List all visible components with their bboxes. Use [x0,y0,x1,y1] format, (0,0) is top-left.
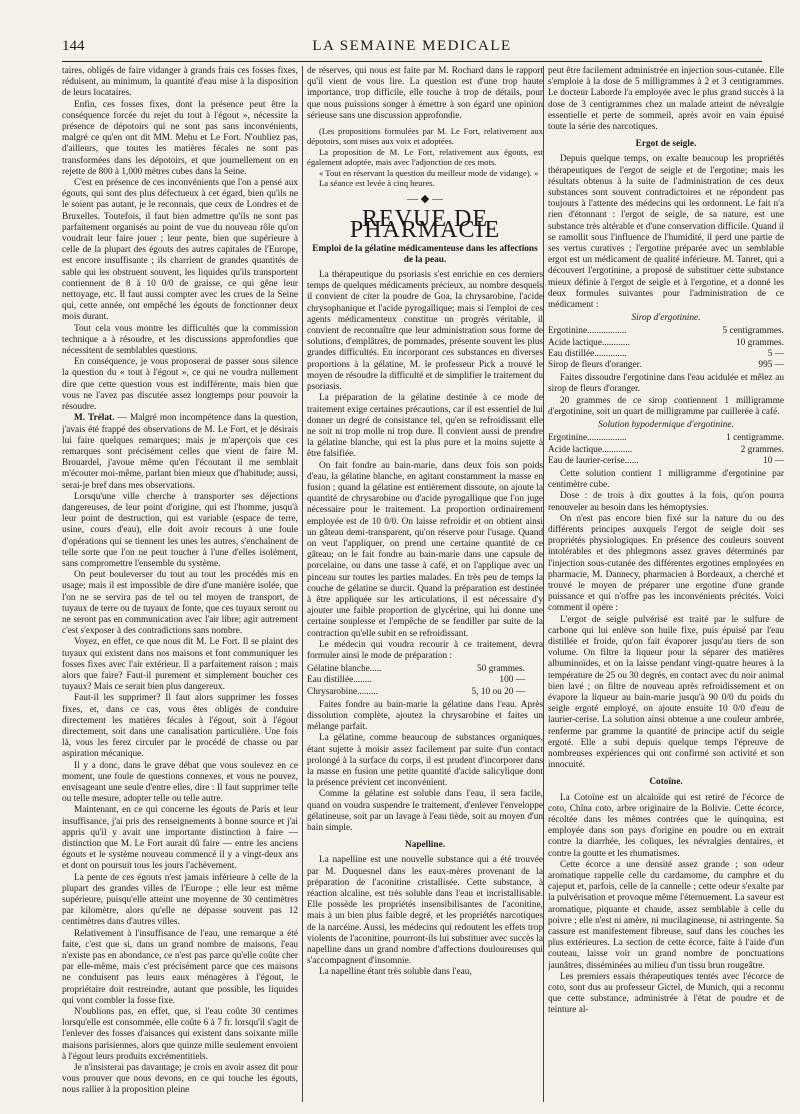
formula-sirop [548,326,784,371]
paragraph: La préparation de la gélatine destinée à ce mode de traitement exige certaines précautions, car il est essentiel de lui donner un degré de consistance tel, qu'en se refroidissant elle ne soit ni trop molle ni trop dure. Il convient aussi de prendre la gélatine blanche, qui est la plus pure et la moins sujette à être falsifiée. [307,393,543,460]
paragraph: C'est en présence de ces inconvénients que l'on a pensé aux égouts, qui sont des plus défectueux à cet égard, bien qu'ils ne le soient pas autant, je le reconnais, que ceux de Londres et de Bruxelles. Toutefois, il faut bien admettre qu'ils ne sont pas parfaitement organisés au point de vue du nouveau rôle qu'on voudrait leur faire jouer ; leur pente, bien que supérieure à celle de la plupart des égouts des autres capitales de l'Europe, est encore insuffisante ; ils charrient de grandes quantités de sable qui les obstruent souvent, les liquides qu'ils transportent contiennent de 8 à 10 0/0 de graisse, ce qui gêne leur nettoyage, etc. Il faut aussi compter avec les crues de la Seine qui, cette année, ont empêché les égouts de fonctionner deux mois durant. [62,178,298,323]
article-title: Emploi de la gélatine médicamenteuse dans les affections de la peau. [312,244,538,266]
paragraph: de réserves, qui nous est faite par M. Rochard dans le rapport qu'il vient de vous lire. La question est d'une trop haute importance, trop difficile, elle touche à trop de détails, pour que nous puissions songer à émettre à son égard une opinion sérieuse sans une discussion approfondie. [307,66,543,121]
paragraph: (Les propositions formulées par M. Le Fort, relativement aux dépotoirs, sont mises aux voix et adoptées. [307,126,543,147]
formula-gelatine [307,664,543,698]
paragraph: Comme la gélatine est soluble dans l'eau, il sera facile, quand on voudra suspendre le traitement, d'enlever l'enveloppe gélatineuse, soit par un lavage à l'eau tiède, soit au moyen d'un bain simple. [307,789,543,834]
paragraph: La gélatine, comme beaucoup de substances organiques, étant sujette à moisir assez facilement par suite d'un contact prolongé à la surface du corps, il est prudent d'incorporer dans la masse en fusion une petite quantité d'acide salicylique dont la présence prévient cet inconvénient. [307,733,543,789]
speaker-name: M. Trélat. [74,413,115,424]
paragraph: Enfin, ces fosses fixes, dont la présence peut être la conséquence forcée du rejet du tout à l'égout », nécessite la présence de dépotoirs qui ne sont pas sans inconvénients, malgré ce qu'en ont dit MM. Mehu et Le Fort. N'oubliez pas, d'ailleurs, que toutes les matières fécales ne sont pas transformées dans les dépotoirs, et que journellement on en rejette de 800 à 1,000 mètres cubes dans la Seine. [62,99,298,177]
running-head [62,38,762,58]
column-1 [62,66,298,1102]
ingredient: Sirop de fleurs d'oranger. [548,360,642,371]
paragraph: Je n'insisterai pas davantage; je crois en avoir assez dit pour vous prouver que nous devons, en ce qui touche les égouts, nous rallier à la proposition pleine [62,1063,298,1096]
formula-row [307,687,543,698]
ingredient: Gélatine blanche..... [307,664,382,675]
formula-row [548,445,784,456]
paragraph: Lorsqu'une ville cherche à transporter ses déjections dangereuses, de leur point d'origine, qui est l'homme, jusqu'à leur point de destruction, qui est variable (espace de terre, usine, cours d'eau), elle doit avoir recours à une foule d'opérations qui se tiennent les unes les autres, s'enchaînent de telle sorte que l'on ne peut toucher à l'une d'elles isolément, sans compromettre l'ensemble du système. [62,491,298,569]
paragraph: N'oublions pas, en effet, que, si l'eau coûte 30 centimes lorsqu'elle est consommée, elle coûte 6 à 7 fr. lorsqu'il s'agit de l'enlever des fosses d'aisances qui existent dans soixante mille maisons parisiennes, alors que quinze mille seulement envoient à l'égout leurs produits excrémentitiels. [62,1007,298,1062]
paragraph: L'ergot de seigle pulvérisé est traité par le sulfure de carbone qui lui enlève son huile fixe, puis épuisé par l'eau distillée et froide, qu'on fait évaporer jusqu'au tiers de son volume. On filtre la liqueur pour la séparer des matières albuminoïdes, et on la laisse pendant vingt-quatre heures à la température de 25 ou 30 degrés, en contact avec du noir animal bien lavé ; on filtre de nouveau après refroidissement et on évapore la liqueur au bain-marie jusqu'à 90 0/0 du poids du seigle ergoté employé, on ajoute ensuite 10 0/0 d'eau de laurier-cerise. La solution ainsi obtenue a une couleur ambrée, renferme par gramme la quantité de principe actif du seigle ergoté. Elle a subi depuis quelque temps l'épreuve de nombreuses expériences qui ont confirmé son activité et son innocuité. [548,614,784,771]
ingredient: Eau distillée........ [307,675,372,686]
section-ornament: — ◆ — [407,193,443,206]
quantity: 5 centigrammes. [722,326,784,337]
paragraph: Maintenant, en ce qui concerne les égouts de Paris et leur insuffisance, j'ai pris des renseignements à bonne source et j'ai appris qu'il y avait une importante distinction à faire — distinction que M. Le Fort aurait dû faire — entre les anciens égouts et le système nouveau commencé il y a vingt-deux ans et dont on poursuit tous les jours l'achèvement. [62,805,298,872]
quantity: 5 — [767,348,784,359]
quantity: 100 — [499,675,525,686]
paragraph: Tout cela vous montre les difficultés que la commission technique a à résoudre, et les discussions approfondies que nécessitent de semblables questions. [62,323,298,357]
ingredient: Acide lactique............ [548,337,630,348]
paragraph: On peut bouleverser du tout au tout les procédés mis en usage; mais il est impossible de dire d'une manière isolée, que l'on ne se servira pas de tel ou tel moyen de transport, de tuyaux de terre ou de tuyaux de fonte, que ces tuyaux seront ou ne seront pas en communication avec l'air libre; agir autrement c'est s'exposer à des contradictions sans nombre. [62,570,298,637]
formula-row [548,349,784,360]
paragraph: Faut-il les supprimer? Il faut alors supprimer les fosses fixes, et, dans ce cas, vous êtes obligés de conduire directement les matières fécales à l'égout, soit à l'égout directement, soit dans une canalisation particulière. Une fois là, vous les ferez circuler par le procédé de chasse ou par aspiration mécanique. [62,693,298,760]
ingredient: Acide lactique............. [548,444,633,455]
paragraph: Cette solution contient 1 milligramme d'ergotinine par centimètre cube. [548,468,784,491]
paragraph: peut être facilement administrée en injection sous-cutanée. Elle s'emploie à la dose de 5 milligrammes à 2 et 3 centigrammes. Le docteur Laborde l'a employée avec le plus grand succès à la dose de 3 centigrammes chez un malade atteint de névralgie essentielle et perte de sommeil, après avoir en vain épuisé toute la série des narcotiques. [548,66,784,133]
formula-row [307,675,543,686]
formula-row [548,360,784,371]
paragraph: La thérapeutique du psoriasis s'est enrichie en ces derniers temps de quelques médicaments précieux, au nombre desquels il convient de citer la poudre de Goa, la chrysarobine, l'acide chrysophanique et l'acide pyrogallique; mais si l'emploi de ces agents médicamenteux constitue un progrès véritable, il convient de reconnaître que leur administration sous forme de solutions, d'emplâtres, de pommades, présente souvent les plus grandes difficultés. En incorporant ces substances en diverses proportions à la gélatine, M. le professeur Pick a trouvé le moyen de résoudre la difficulté et de simplifier le traitement du psoriasis. [307,270,543,393]
speaker-text: — Malgré mon incompétence dans la question, j'avais été frappé des observations de M. Le Fort, et je désirais lui faire quelques remarques; mais je m'aperçois que ces remarques sont précisément celles que vient de faire M. Brouardel, j'avoue même qu'en l'écoutant il me semblait m'écouter moi-même, parlant bien mieux que d'habitude; aussi, serai-je bref dans mes observations. [62,413,298,491]
paragraph: Le médecin qui voudra recourir à ce traitement, devra formuler ainsi le mode de préparation : [307,639,543,661]
column-divider [302,66,303,1102]
paragraph: Depuis quelque temps, on exalte beaucoup les propriétés thérapeutiques de l'ergot de seigle et de l'ergotine; mais les résultats obtenus à la suite de l'administration de ces deux substances sont souvent contradictoires et ne répondent pas toujours à l'attente des médecins qui les ordonnent. Le fait n'a rien d'étonnant : l'ergot de seigle, de sa nature, est une substance très altérable et d'une conservation difficile. Quand il se ramollit sous l'influence de l'humidité, il perd une partie de ses vertus curatives ; l'ergotine préparée avec un semblable ergot est un médicament de qualité inférieure. M. Tanret, qui a découvert l'ergotinine, a proposé de substituer cette substance mieux définie à l'ergot de seigle et à l'ergotine, et a donné les deux formules suivantes pour l'administration de ce médicament : [548,154,784,311]
column-2 [307,66,543,1102]
paragraph: « Tout en réservant la question du meilleur mode de vidange). » [319,167,539,178]
formula-title: Sirop d'ergotinine. [631,313,701,324]
journal-title: LA SEMAINE MEDICALE [312,38,512,54]
paragraph: Cette écorce a une densité assez grande ; son odeur aromatique rappelle celle du cardamome, du camphre et du cajeput et, parfois, celle de la cannelle ; cette odeur s'exalte par la pulvérisation et provoque même l'éternuement. La saveur est aromatique, piquante et chaude, assez semblable à celle du poivre ; elle n'est ni amère, ni mucilagineuse, ni astringente. Sa cassure est manifestement fibreuse, sauf dans les couches les plus extérieures. La section de cette écorce, faite à l'aide d'un couteau, laisse voir un grand nombre de ponctuations jaunâtres, disséminées au milieu d'un tissu brun rougeâtre. [548,859,784,971]
subsection-title: Napelline. [404,840,446,851]
quantity: 10 grammes. [735,337,784,348]
ingredient: Eau distillée.............. [548,348,627,359]
ingredient: Ergotinine................. [548,326,627,337]
paragraph: 20 grammes de ce sirop contiennent 1 milligramme d'ergotinine, soit un quart de milligramme par cuillerée à café. [548,395,784,417]
paragraph: La Cotoïne est un alcaloïde qui est retiré de l'écorce de coto, Chîna coto, arbre originaire de la Bolivie. Cette écorce, récoltée dans les mêmes contrées que le quinquina, est employée dans son pays d'origine en poudre ou en extrait contre la diarrhée, les coliques, les névralgies dentaires, et contre la goutte et les rhumatismes. [548,792,784,859]
paragraph: La napelline étant très soluble dans l'eau, [319,967,472,978]
paragraph: La proposition de M. Le Fort, relativement aux égouts, est également adoptée, mais avec l'adjonction de ces mots. [307,146,543,168]
speaker-paragraph [62,413,298,491]
quantity: 2 grammes. [740,444,784,455]
section-title: REVUE DE PHARMACIE [349,205,501,243]
paragraph: La séance est levée à cinq heures. [319,178,435,189]
formula-row [307,664,543,675]
quantity: 50 grammes. [476,664,525,675]
paragraph: Voyez, en effet, ce que nous dit M. Le Fort. Il se plaint des tuyaux qui existent dans nos maisons et font communiquer les fosses fixes avec l'air extérieur. Il a parfaitement raison ; mais alors que faire? Faut-il purement et simplement boucher ces tuyaux? Mais ce serait bien plus dangereux. [62,637,298,693]
ingredient: Ergotinine................. [548,433,627,444]
page-number: 144 [62,38,85,54]
paragraph: La pente de ces égouts n'est jamais inférieure à celle de la plupart des grandes villes de l'Europe ; elle leur est même supérieure, puisqu'elle atteint une moyenne de 30 centimètres par kilomètre, alors qu'elle ne dépasse souvent pas 12 centimètres dans d'autres villes. [62,872,298,928]
paragraph: taires, obligés de faire vidanger à grands frais ces fosses fixes, réduisent, au minimum, la quantité d'eau mise à la disposition de leurs locataires. [62,66,298,99]
paragraph: En conséquence, je vous proposerai de passer sous silence la question du « tout à l'égout », ce qui ne voudra nullement dire que cette question vous est indifférente, mais bien que vous ne l'avez pas discutée assez longtemps pour pouvoir la résoudre. [62,357,298,413]
paragraph: On fait fondre au bain-marie, dans deux fois son poids d'eau, la gélatine blanche, en agitant constamment la masse en fusion ; quand la gélatine est entièrement dissoute, on ajoute la quantité de chrysarobine ou d'acide pyrogallique que l'on juge nécessaire pour le traitement. La proportion ordinairement employée est de 10 0/0. On laisse refroidir et on obtient ainsi un gâteau demi-transparent, qu'on réserve pour l'usage. Quand on veut l'appliquer, on prend une certaine quantité de ce gâteau; on le fait fondre au bain-marie dans une capsule de porcelaine, ou dans une tasse à café, et on l'applique avec un pinceau sur toutes les parties malades. En très peu de temps la couche de gélatine se durcit. Quand la préparation est destinée à être appliquée sur les articulations, il est nécessaire d'y ajouter une faible proportion de glycérine, qui lui donne une certaine souplesse et l'empêche de se fendiller par suite de la contraction qu'elle subit en se refroidissant. [307,460,543,639]
paragraph: Faites fondre au bain-marie la gélatine dans l'eau. Après dissolution complète, ajoutez la chrysarobine et faites un mélange parfait. [307,699,543,733]
paragraph: On n'est pas encore bien fixé sur la nature du ou des différents principes auxquels l'ergot de seigle doit ses propriétés physiologiques. En présence des couleurs souvent intolérables et des phlegmons assez graves déterminés par l'injection sous-cutanée des différentes ergotines employées en pharmacie, M. Dannecy, pharmacien à Bordeaux, a cherché et trouvé le moyen de préparer une ergotine d'une grande puissance et qui n'offre pas les inconvénients précités. Voici comment il opère : [548,513,784,614]
paragraph: Faites dissoudre l'ergotinine dans l'eau acidulée et mêlez au sirop de fleurs d'oranger. [548,373,784,395]
quantity: 995 — [758,360,784,371]
header-rule [62,61,762,62]
formula-solution [548,433,784,467]
paragraph: Les premiers essais thérapeutiques tentés avec l'écorce de coto, sont dus au professeur Gictel, de Munich, qui a reconnu que cette substance, administrée à l'état de poudre et de teinture al- [548,971,784,1016]
quantity: 1 centigramme. [726,433,784,444]
quantity: 10 — [763,455,784,466]
paragraph: Dose : de trois à dix gouttes à la fois, qu'on pourra renouveler au besoin dans les hémoptysies. [548,491,784,513]
formula-row [548,456,784,467]
formula-row [548,433,784,444]
column-3 [548,66,784,1102]
ingredient: Chrysarobine......... [307,686,379,697]
formula-row [548,326,784,337]
column-divider [543,66,544,1102]
paragraph: Il y a donc, dans le grave débat que vous soulevez en ce moment, une foule de questions connexes, et vous ne pouvez, envisageant une seule d'entre elles, dire : Il faut supprimer telle ou telle mesure, adopter telle ou telle autre. [62,760,298,805]
subsection-title: Cotoïne. [649,777,683,788]
formula-row [548,338,784,349]
quantity: 5, 10 ou 20 — [471,686,525,697]
paragraph: La napelline est une nouvelle substance qui a été trouvée par M. Duquesnel dans les eaux-mères provenant de la préparation de l'aconitine cristallisée. Cette substance, à réaction alcaline, est très soluble dans l'eau et incristallisable. Elle possède les propriétés insensibilisantes de l'aconitine, mais à un bien plus faible degré, et les propriétés narcotiques de la narcéine. Aussi, les médecins qui redoutent les effets trop violents de l'aconitine, pourront-ils lui substituer avec succès la napelline dans un grand nombre d'affections douloureuses qui s'accompagnent d'insomnie. [307,855,543,967]
paragraph: Relativement à l'insuffisance de l'eau, une remarque a été faite, c'est que si, dans un grand nombre de maisons, l'eau n'existe pas en abondance, ce n'est pas parce qu'elle coûte cher par elle-même, mais c'est précisément parce que ces maisons ne conduisent pas leurs eaux ménagères à l'égout, le propriétaire doit restreindre, autant que possible, les liquides qui vont combler la fosse fixe. [62,928,298,1006]
ingredient: Eau de laurier-cerise...... [548,455,639,466]
formula-title: Solution hypodermique d'ergotinine. [598,420,734,431]
subsection-title: Ergot de seigle. [635,139,697,150]
